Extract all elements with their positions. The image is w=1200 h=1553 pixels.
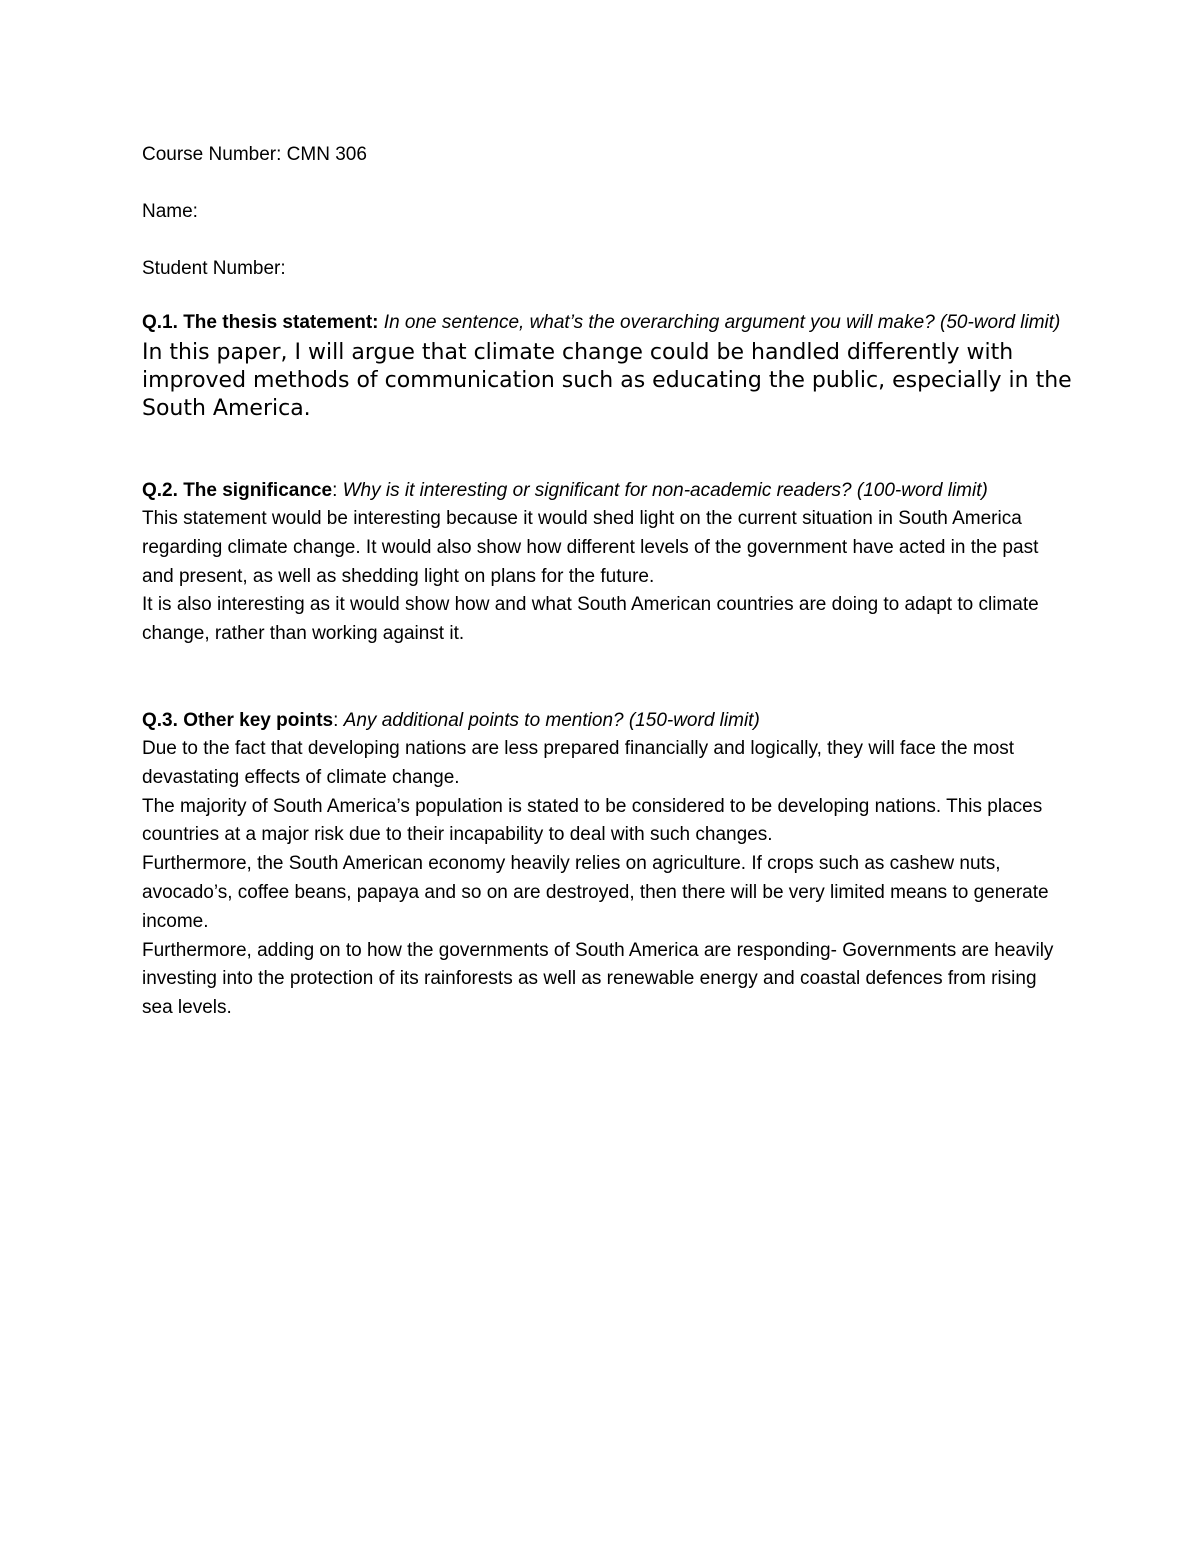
question-1-prompt: In one sentence, what’s the overarching argument you will make? (50-word limit) (383, 312, 1061, 333)
question-1-title: The thesis statement: (183, 312, 379, 333)
question-1-answer: In this paper, I will argue that climate change could be handled differently with improved methods of communication such as educating the public, especially in the South America. (142, 340, 1072, 421)
question-2-heading (142, 476, 1072, 505)
question-3-heading (142, 706, 1072, 735)
question-1-section (142, 308, 1072, 423)
question-2-answer-paragraph: This statement would be interesting because it would shed light on the current situation in South America regarding climate change. It would also show how different levels of the government have acted in the past and present, as well as shedding light on plans for the future. (142, 508, 1039, 587)
question-3-number: Q.3. (142, 709, 178, 731)
question-3-answer-paragraph: Furthermore, the South American economy heavily relies on agriculture. If crops such as cashew nuts, avocado’s, coffee beans, papaya and so on are destroyed, then there will be very limited means to generate income. (142, 853, 1049, 932)
question-3-prompt: Any additional points to mention? (150-word limit) (343, 709, 760, 731)
name-line: Name: (142, 201, 198, 222)
question-3-separator: : (333, 709, 339, 731)
question-2-answer-paragraph: It is also interesting as it would show how and what South American countries are doing to adapt to climate change, rather than working against it. (142, 594, 1039, 645)
question-1-number: Q.1. (142, 312, 178, 333)
question-3-answer-paragraph: Due to the fact that developing nations are less prepared financially and logically, they will face the most devastating effects of climate change. (142, 737, 1015, 788)
course-number-line: Course Number: CMN 306 (142, 144, 367, 165)
question-2-title: The significance (183, 480, 333, 501)
question-3-title: Other key points (183, 709, 334, 731)
question-3-section (142, 706, 1072, 1023)
question-2-section (142, 476, 1072, 649)
question-2-prompt: Why is it interesting or significant for non-academic readers? (100-word limit) (342, 480, 988, 501)
question-1-heading (142, 308, 1072, 337)
document-page (142, 140, 1072, 1023)
question-3-answer-paragraph: The majority of South America’s population is stated to be considered to be developing nations. This places countries at a major risk due to their incapability to deal with such changes. (142, 795, 1043, 846)
student-number-line: Student Number: (142, 258, 286, 279)
question-2-number: Q.2. (142, 480, 178, 501)
question-3-answer-paragraph: Furthermore, adding on to how the governments of South America are responding- Governments are heavily investing into the protection of its rainforests as well as renewable energy and coastal defences from rising sea levels. (142, 939, 1054, 1019)
question-2-separator: : (332, 480, 338, 501)
